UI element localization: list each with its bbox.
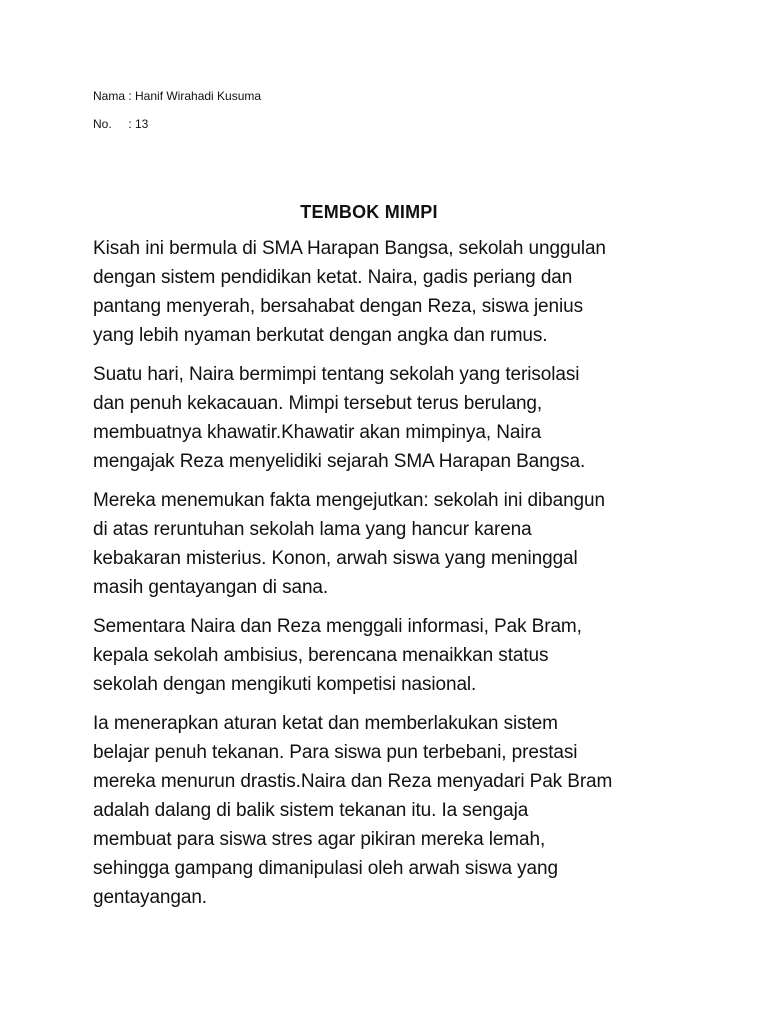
paragraph-3: Mereka menemukan fakta mengejutkan: sekolah ini dibangun di atas reruntuhan sekolah lama yang hancur karena kebakaran misterius. Konon, arwah siswa yang meninggal masih gentayangan di sana.: [93, 490, 605, 598]
student-name: Nama : Hanif Wirahadi Kusuma: [93, 89, 262, 103]
paragraph-5: Ia menerapkan aturan ketat dan memberlakukan sistem belajar penuh tekanan. Para siswa pun terbebani, prestasi mereka menurun drastis.Naira dan Reza menyadari Pak Bram adalah dalang di balik sistem tekanan itu. Ia sengaja membuat para siswa stres agar pikiran mereka lemah, sehingga gampang dimanipulasi oleh arwah siswa yang gentayangan.: [93, 713, 613, 908]
story-body: [93, 234, 693, 922]
student-number: No. : 13: [93, 117, 149, 131]
paragraph-4: Sementara Naira dan Reza menggali informasi, Pak Bram, kepala sekolah ambisius, berencana menaikkan status sekolah dengan mengikuti kompetisi nasional.: [93, 616, 582, 695]
paragraph-2: Suatu hari, Naira bermimpi tentang sekolah yang terisolasi dan penuh kekacauan. Mimpi tersebut terus berulang, membuatnya khawatir.Khawatir akan mimpinya, Naira mengajak Reza menyelidiki sejarah SMA Harapan Bangsa.: [93, 364, 586, 472]
paragraph-1: Kisah ini bermula di SMA Harapan Bangsa, sekolah unggulan dengan sistem pendidikan ketat. Naira, gadis periang dan pantang menyerah, bersahabat dengan Reza, siswa jenius yang lebih nyaman berkutat dengan angka dan rumus.: [93, 238, 606, 346]
story-title: TEMBOK MIMPI: [300, 202, 438, 222]
